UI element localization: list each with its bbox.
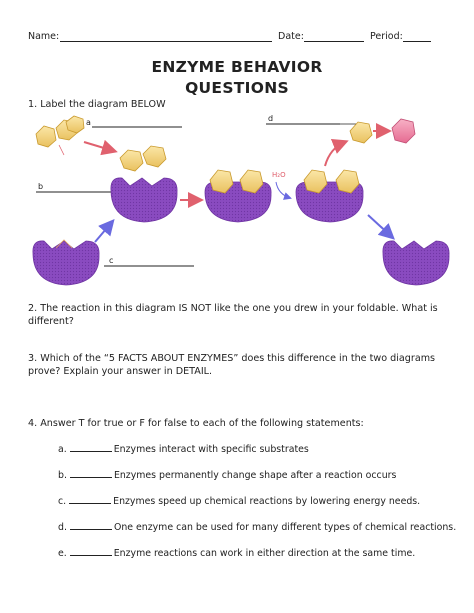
page-title-line2: QUESTIONS [185,79,289,97]
statement-b [58,469,396,481]
name-label: Name: [28,31,60,42]
page-title-line1: ENZYME BEHAVIOR [151,58,323,76]
arrow-release [325,142,345,166]
answer-blank[interactable] [70,521,112,530]
period-label: Period: [370,31,403,42]
arrow-enzyme-reuse [368,215,392,237]
period-field[interactable] [403,41,431,42]
enzyme-substrate-complex [205,170,271,222]
name-field[interactable] [60,41,272,42]
statement-d [58,521,456,533]
answer-blank[interactable] [70,469,112,478]
label-c: c [109,256,114,265]
statement-c [58,495,420,507]
enzyme-diagram [0,108,474,298]
date-label: Date: [278,31,304,42]
statement-letter: c. [58,496,67,507]
statement-letter: b. [58,470,67,481]
enzyme-start [33,241,99,285]
statement-text: Enzymes permanently change shape after a reaction occurs [113,470,397,481]
arrow-binding [84,142,114,151]
question-2: 2. The reaction in this diagram IS NOT like the one you drew in your foldable. What is different? [28,303,438,327]
label-d: d [268,114,274,123]
statement-e [58,547,415,559]
enzyme-product-complex [296,170,363,222]
statement-a [58,443,309,455]
answer-blank[interactable] [69,495,111,504]
statement-letter: a. [58,444,67,455]
label-a: a [86,118,91,127]
statement-letter: e. [58,548,67,559]
substrate-molecule-unbound [36,116,84,147]
question-4: 4. Answer T for true or F for false to each of the following statements: [28,418,364,429]
label-b: b [38,182,44,191]
statement-text: Enzymes interact with specific substrates [113,444,309,455]
arrow-enzyme-to-binding [95,222,112,242]
answer-blank[interactable] [70,547,112,556]
statement-text: Enzyme reactions can work in either direction at the same time. [113,548,416,559]
enzyme-free-top [111,178,177,222]
water-arrow [276,182,290,198]
water-label: H₂O [272,171,286,179]
enzyme-released [383,241,449,285]
question-1: 1. Label the diagram BELOW [28,99,166,110]
statement-text: Enzymes speed up chemical reactions by lowering energy needs. [113,496,421,507]
statement-letter: d. [58,522,67,533]
question-3: 3. Which of the “5 FACTS ABOUT ENZYMES” does this difference in the two diagrams prove? Explain your answer in DETAIL. [28,353,436,377]
statement-text: One enzyme can be used for many different types of chemical reactions. [113,522,457,533]
date-field[interactable] [304,41,364,42]
substrate-molecule-approaching [120,146,166,171]
answer-blank[interactable] [70,443,112,452]
